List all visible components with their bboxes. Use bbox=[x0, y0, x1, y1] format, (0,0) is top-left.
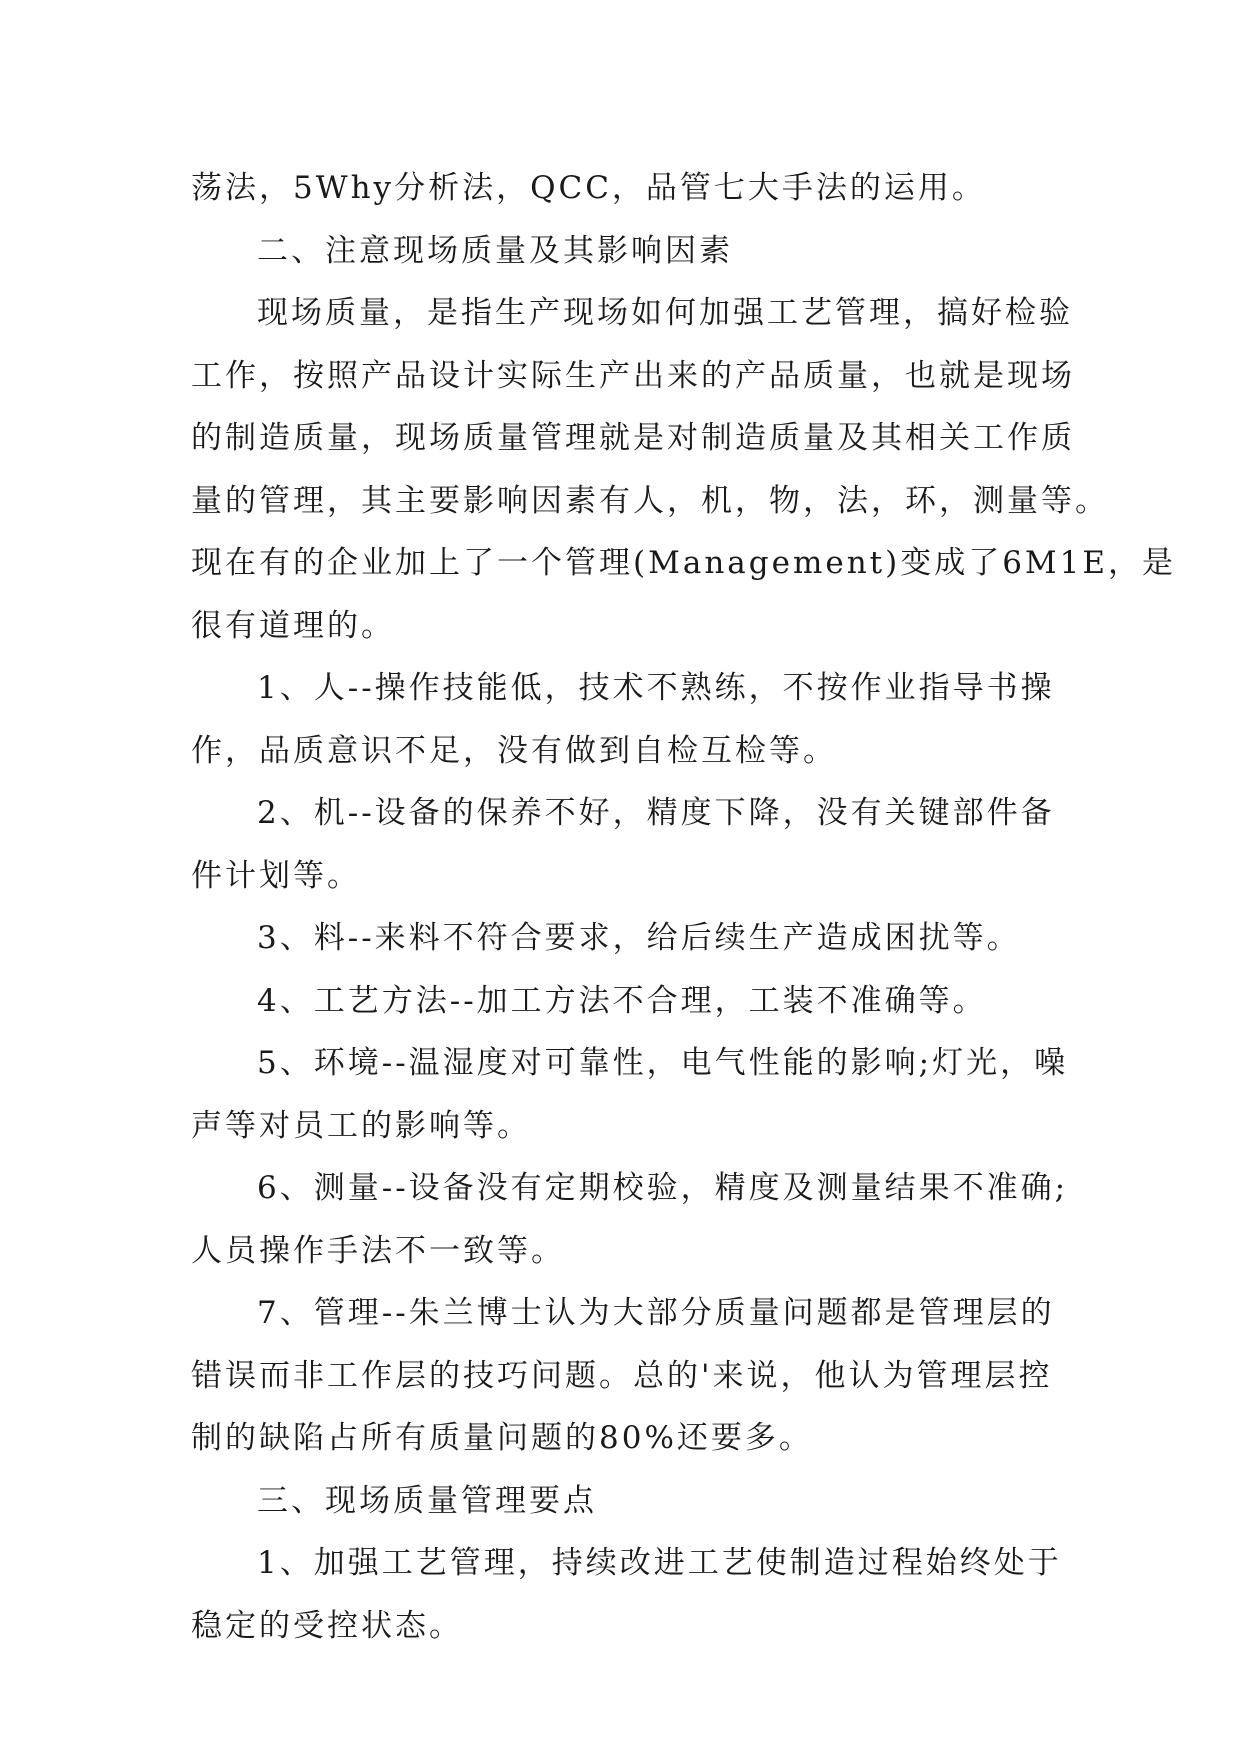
text-line: 件计划等。 bbox=[191, 857, 361, 894]
text-line: 1、人--操作技能低，技术不熟练，不按作业指导书操 bbox=[257, 670, 1055, 706]
text-line: 稳定的受控状态。 bbox=[191, 1607, 463, 1644]
text-line: 7、管理--朱兰博士认为大部分质量问题都是管理层的 bbox=[257, 1295, 1055, 1331]
text-line: 错误而非工作层的技巧问题。总的'来说，他认为管理层控 bbox=[191, 1357, 1053, 1394]
text-line: 荡法，5Why分析法，QCC，品管七大手法的运用。 bbox=[191, 170, 986, 206]
text-line: 5、环境--温湿度对可靠性，电气性能的影响;灯光，噪 bbox=[257, 1045, 1069, 1081]
text-line: 很有道理的。 bbox=[191, 607, 395, 644]
text-line: 声等对员工的影响等。 bbox=[191, 1107, 531, 1144]
text-line: 二、注意现场质量及其影响因素 bbox=[257, 232, 733, 269]
text-line: 作，品质意识不足，没有做到自检互检等。 bbox=[191, 732, 837, 769]
text-line: 现在有的企业加上了一个管理(Management)变成了6M1E，是 bbox=[191, 545, 1177, 581]
text-line: 三、现场质量管理要点 bbox=[257, 1482, 597, 1519]
text-line: 工作，按照产品设计实际生产出来的产品质量，也就是现场 bbox=[191, 357, 1075, 394]
text-line: 现场质量，是指生产现场如何加强工艺管理，搞好检验 bbox=[257, 295, 1073, 331]
document-page bbox=[191, 157, 1177, 1657]
text-line: 量的管理，其主要影响因素有人，机，物，法，环，测量等。 bbox=[191, 482, 1109, 519]
text-line: 6、测量--设备没有定期校验，精度及测量结果不准确; bbox=[257, 1170, 1069, 1206]
text-line: 4、工艺方法--加工方法不合理，工装不准确等。 bbox=[257, 982, 987, 1019]
text-line: 2、机--设备的保养不好，精度下降，没有关键部件备 bbox=[257, 795, 1055, 831]
text-line: 1、加强工艺管理，持续改进工艺使制造过程始终处于 bbox=[257, 1545, 1062, 1581]
text-line: 的制造质量，现场质量管理就是对制造质量及其相关工作质 bbox=[191, 420, 1075, 456]
text-line: 制的缺陷占所有质量问题的80%还要多。 bbox=[191, 1420, 813, 1456]
text-line: 人员操作手法不一致等。 bbox=[191, 1232, 565, 1269]
text-line: 3、料--来料不符合要求，给后续生产造成困扰等。 bbox=[257, 920, 1021, 956]
